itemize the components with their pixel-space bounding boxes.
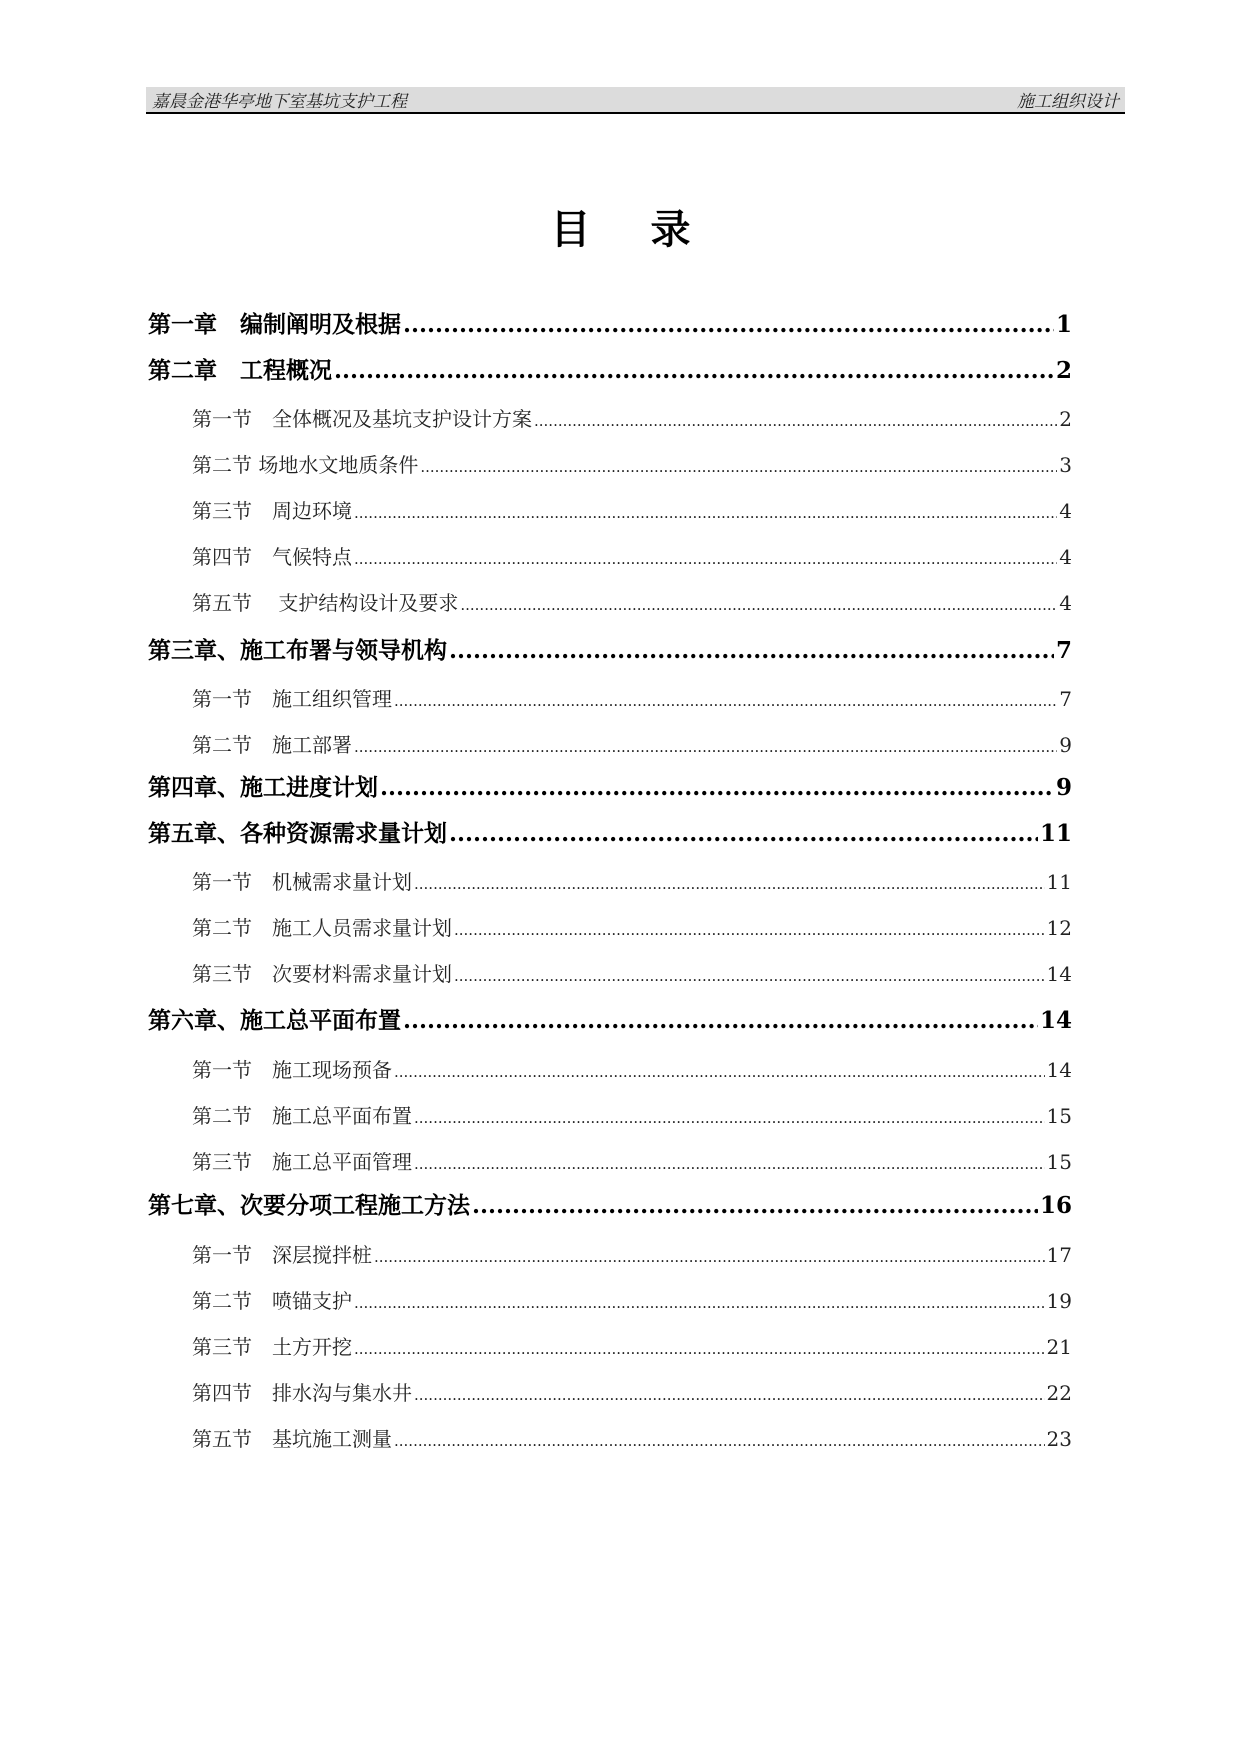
toc-section-entry[interactable] xyxy=(148,912,1072,941)
toc-entry-page-number: 3 xyxy=(1059,453,1072,477)
toc-entry-label: 第三节 土方开挖 xyxy=(192,1335,352,1359)
toc-leader-dots xyxy=(380,774,1054,801)
toc-section-entry[interactable] xyxy=(148,1100,1072,1129)
toc-section-entry[interactable] xyxy=(148,449,1072,478)
page-header xyxy=(146,87,1125,114)
toc-entry-page-number: 4 xyxy=(1059,545,1072,569)
toc-entry-page-number: 14 xyxy=(1046,962,1072,986)
toc-entry-page-number: 11 xyxy=(1046,870,1072,894)
toc-leader-dots xyxy=(403,311,1054,338)
toc-chapter-entry[interactable] xyxy=(148,1187,1072,1220)
toc-entry-label: 第三章、施工布署与领导机构 xyxy=(148,637,447,664)
toc-entry-page-number: 16 xyxy=(1039,1192,1072,1219)
toc-title: 目录 xyxy=(550,206,751,253)
toc-leader-dots xyxy=(414,1381,1045,1405)
toc-entry-label: 第三节 施工总平面管理 xyxy=(192,1150,412,1174)
toc-leader-dots xyxy=(414,1150,1045,1174)
toc-entry-label: 第五章、各种资源需求量计划 xyxy=(148,820,447,847)
toc-entry-label: 第一节 机械需求量计划 xyxy=(192,870,412,894)
toc-entry-label: 第四节 气候特点 xyxy=(192,545,352,569)
toc-entry-label: 第一章 编制阐明及根据 xyxy=(148,311,401,338)
toc-entry-page-number: 17 xyxy=(1046,1243,1072,1267)
toc-section-entry[interactable] xyxy=(148,541,1072,570)
toc-entry-page-number: 14 xyxy=(1039,1007,1072,1034)
toc-entry-label: 第一节 深层搅拌桩 xyxy=(192,1243,372,1267)
toc-entry-page-number: 12 xyxy=(1046,916,1072,940)
toc-entry-label: 第四章、施工进度计划 xyxy=(148,774,378,801)
toc-entry-label: 第二章 工程概况 xyxy=(148,357,332,384)
toc-section-entry[interactable] xyxy=(148,403,1072,432)
toc-leader-dots xyxy=(354,545,1057,569)
toc-entry-label: 第二节 场地水文地质条件 xyxy=(192,453,419,477)
toc-leader-dots xyxy=(460,591,1057,615)
toc-section-entry[interactable] xyxy=(148,1285,1072,1314)
header-left-title: 嘉晨金港华亭地下室基坑支护工程 xyxy=(152,92,407,112)
toc-entry-label: 第一节 全体概况及基坑支护设计方案 xyxy=(192,407,532,431)
toc-chapter-entry[interactable] xyxy=(148,352,1072,385)
toc-chapter-entry[interactable] xyxy=(148,632,1072,665)
toc-leader-dots xyxy=(534,407,1057,431)
toc-leader-dots xyxy=(420,453,1057,477)
toc-entry-label: 第二节 施工总平面布置 xyxy=(192,1104,412,1128)
toc-section-entry[interactable] xyxy=(148,1239,1072,1268)
toc-leader-dots xyxy=(394,687,1057,711)
toc-entry-page-number: 7 xyxy=(1055,637,1072,664)
toc-entry-label: 第二节 喷锚支护 xyxy=(192,1289,352,1313)
toc-entry-page-number: 11 xyxy=(1039,820,1072,847)
toc-leader-dots xyxy=(449,637,1054,664)
toc-entry-label: 第三节 次要材料需求量计划 xyxy=(192,962,452,986)
toc-entry-label: 第五节 支护结构设计及要求 xyxy=(192,591,459,615)
toc-entry-page-number: 21 xyxy=(1046,1335,1072,1359)
toc-entry-page-number: 15 xyxy=(1046,1104,1072,1128)
toc-section-entry[interactable] xyxy=(148,729,1072,758)
toc-entry-label: 第一节 施工组织管理 xyxy=(192,687,392,711)
toc-leader-dots xyxy=(403,1007,1038,1034)
toc-entry-label: 第七章、次要分项工程施工方法 xyxy=(148,1192,470,1219)
toc-entry-page-number: 4 xyxy=(1059,499,1072,523)
toc-entry-page-number: 7 xyxy=(1059,687,1072,711)
toc-section-entry[interactable] xyxy=(148,1146,1072,1175)
toc-chapter-entry[interactable] xyxy=(148,306,1072,339)
toc-entry-label: 第六章、施工总平面布置 xyxy=(148,1007,401,1034)
toc-entry-page-number: 14 xyxy=(1046,1058,1072,1082)
toc-leader-dots xyxy=(354,499,1057,523)
toc-entry-page-number: 22 xyxy=(1046,1381,1072,1405)
toc-entry-page-number: 9 xyxy=(1055,774,1072,801)
toc-entry-label: 第四节 排水沟与集水井 xyxy=(192,1381,412,1405)
toc-leader-dots xyxy=(334,357,1054,384)
toc-entry-page-number: 15 xyxy=(1046,1150,1072,1174)
toc-section-entry[interactable] xyxy=(148,866,1072,895)
toc-chapter-entry[interactable] xyxy=(148,815,1072,848)
toc-leader-dots xyxy=(414,1104,1045,1128)
toc-section-entry[interactable] xyxy=(148,1054,1072,1083)
toc-section-entry[interactable] xyxy=(148,958,1072,987)
toc-chapter-entry[interactable] xyxy=(148,769,1072,802)
toc-leader-dots xyxy=(454,916,1045,940)
toc-entry-label: 第一节 施工现场预备 xyxy=(192,1058,392,1082)
toc-section-entry[interactable] xyxy=(148,1331,1072,1360)
toc-leader-dots xyxy=(449,820,1038,847)
toc-entry-label: 第三节 周边环境 xyxy=(192,499,352,523)
toc-leader-dots xyxy=(454,962,1045,986)
toc-leader-dots xyxy=(394,1058,1045,1082)
toc-entry-label: 第二节 施工人员需求量计划 xyxy=(192,916,452,940)
toc-leader-dots xyxy=(394,1427,1045,1451)
toc-section-entry[interactable] xyxy=(148,1423,1072,1452)
header-right-title: 施工组织设计 xyxy=(1017,92,1119,112)
toc-leader-dots xyxy=(472,1192,1038,1219)
toc-entry-page-number: 19 xyxy=(1046,1289,1072,1313)
toc-leader-dots xyxy=(374,1243,1045,1267)
toc-leader-dots xyxy=(354,733,1057,757)
toc-entry-page-number: 2 xyxy=(1059,407,1072,431)
toc-leader-dots xyxy=(354,1335,1045,1359)
toc-leader-dots xyxy=(414,870,1045,894)
toc-entry-label: 第五节 基坑施工测量 xyxy=(192,1427,392,1451)
toc-entry-page-number: 1 xyxy=(1055,311,1072,338)
toc-section-entry[interactable] xyxy=(148,683,1072,712)
toc-section-entry[interactable] xyxy=(148,587,1072,616)
toc-entry-page-number: 4 xyxy=(1059,591,1072,615)
toc-entry-page-number: 23 xyxy=(1046,1427,1072,1451)
toc-section-entry[interactable] xyxy=(148,495,1072,524)
toc-chapter-entry[interactable] xyxy=(148,1002,1072,1035)
toc-entry-page-number: 2 xyxy=(1055,357,1072,384)
toc-entry-label: 第二节 施工部署 xyxy=(192,733,352,757)
toc-leader-dots xyxy=(354,1289,1045,1313)
toc-entry-page-number: 9 xyxy=(1059,733,1072,757)
toc-section-entry[interactable] xyxy=(148,1377,1072,1406)
